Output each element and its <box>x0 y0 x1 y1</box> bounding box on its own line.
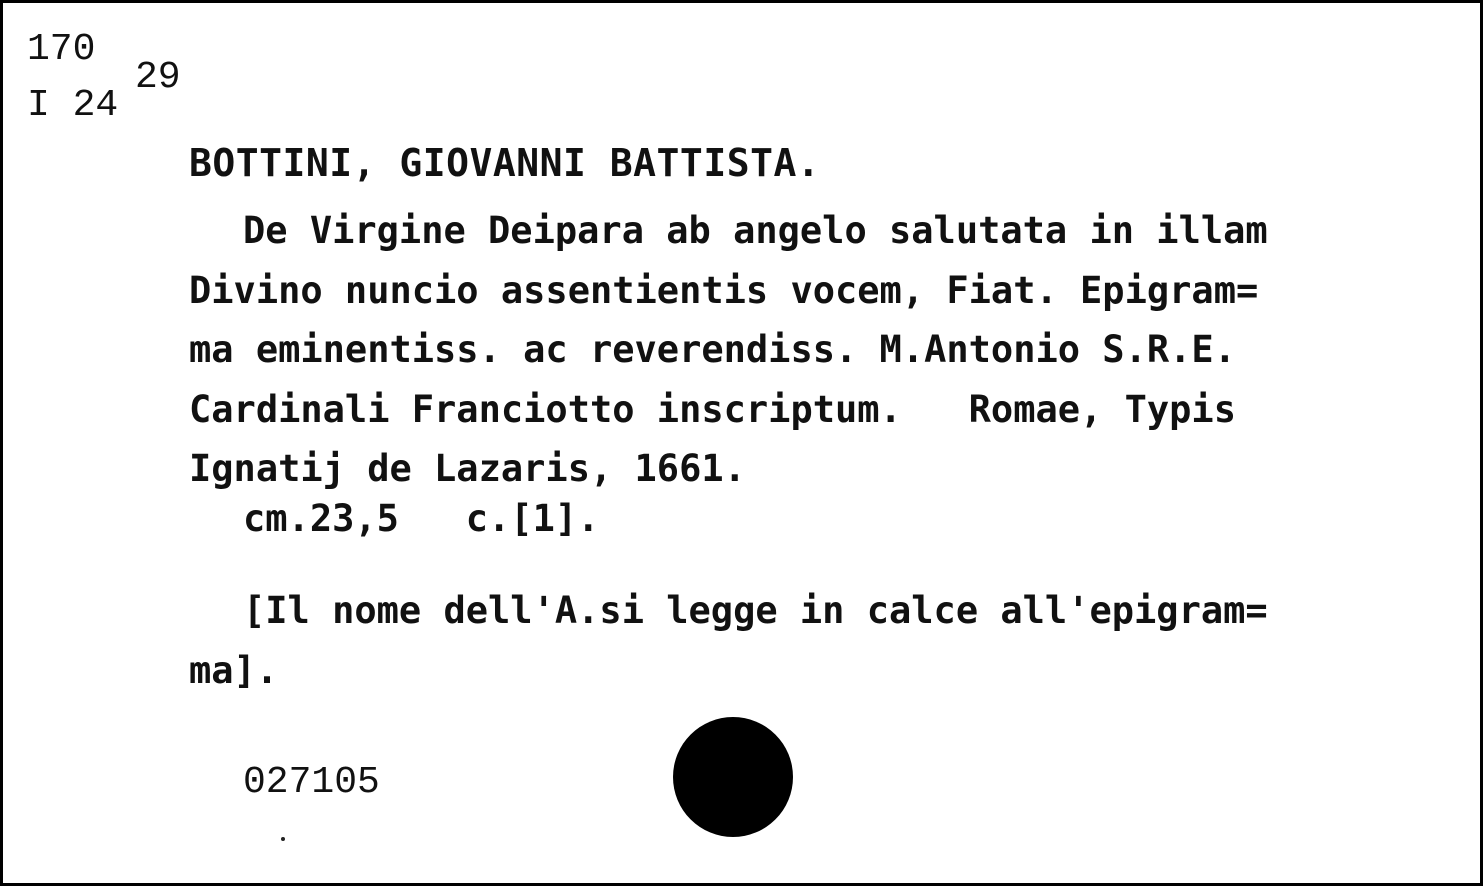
shelfmark-superscript: 29 <box>135 56 181 99</box>
body-line: ma eminentiss. ac reverendiss. M.Antonio S.R.E. <box>189 328 1236 371</box>
shelfmark-line2: I 24 <box>27 84 119 127</box>
body-line: Divino nuncio assentientis vocem, Fiat. Epigram= <box>189 268 1259 312</box>
bibliographic-note <box>189 581 1459 701</box>
shelfmark-line1: 170 <box>27 28 96 71</box>
punch-hole <box>673 717 793 837</box>
body-line: Cardinali Franciotto inscriptum. Romae, Typis <box>189 387 1236 431</box>
collation: cm.23,5 c.[1]. <box>243 497 600 540</box>
ink-speck <box>281 837 285 841</box>
note-line: ma]. <box>189 649 279 692</box>
body-line: Ignatij de Lazaris, 1661. <box>189 447 746 490</box>
title-description <box>189 201 1459 499</box>
body-line: De Virgine Deipara ab angelo salutata in illam <box>243 209 1268 252</box>
author-heading: BOTTINI, GIOVANNI BATTISTA. <box>189 141 821 185</box>
note-line: [Il nome dell'A.si legge in calce all'epigram= <box>243 589 1268 632</box>
record-number: 027105 <box>243 761 380 804</box>
